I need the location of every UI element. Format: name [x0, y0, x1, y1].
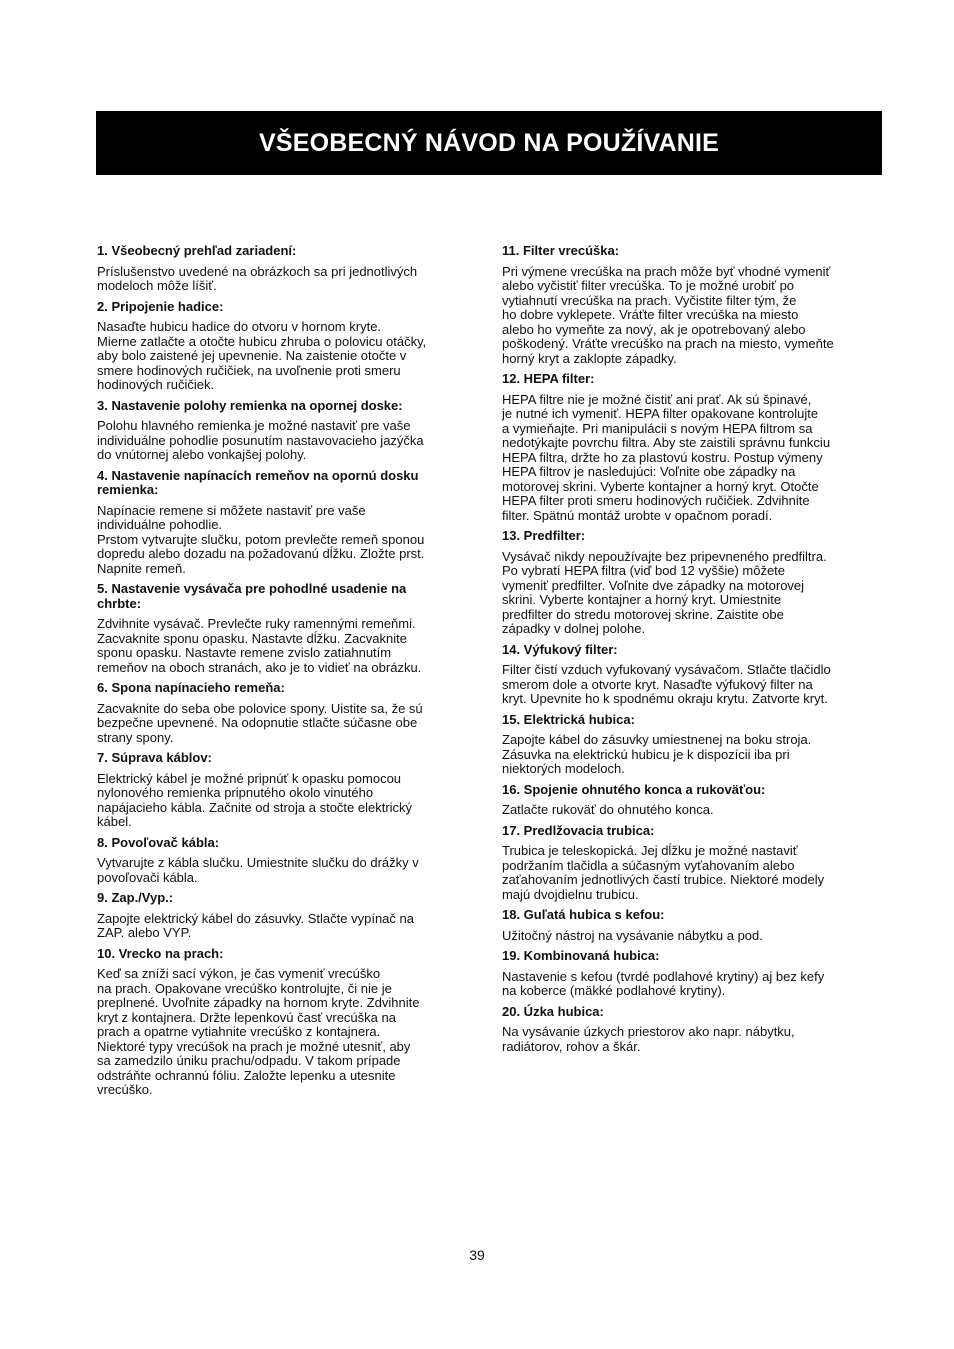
section-heading: 3. Nastavenie polohy remienka na opornej doske: — [97, 397, 403, 413]
section-heading: 2. Pripojenie hadice: — [97, 298, 224, 314]
section-power-nozzle — [502, 713, 886, 777]
section-bag-filter — [502, 244, 886, 366]
section-heading: 7. Súprava káblov: — [97, 750, 212, 765]
section-text: Pri výmene vrecúška na prach môže byť vhodné vymeniť alebo vyčistiť filter vrecúška. To je možné urobiť po vytiahnutí vrecúška na prach. Vyčistite filter tým, že ho dobre vyklepete. Vráťte filter vrecúška na miesto alebo ho vymeňte za nový, ak je opotrebovaný alebo poškodený. Vráťte vrecúško na prach na miesto, vymeňte horný kryt a zaklopte západky. — [502, 263, 834, 366]
section-text: Polohu hlavného remienka je možné nastaviť pre vaše individuálne pohodlie posunutím nastavovacieho jazýčka do vnútornej alebo vonkajšej polohy. — [97, 418, 424, 462]
section-heading: 14. Výfukový filter: — [502, 641, 618, 657]
section-heading: 12. HEPA filter: — [502, 371, 595, 386]
section-strap-position — [97, 399, 481, 463]
page-title-bar — [96, 111, 882, 175]
page-number: 39 — [469, 1247, 485, 1263]
section-exhaust-filter — [502, 643, 886, 707]
section-heading: 5. Nastavenie vysávača pre pohodlné usadenie na chrbte: — [97, 581, 407, 611]
section-heading: 15. Elektrická hubica: — [502, 711, 635, 727]
section-text: Zacvaknite do seba obe polovice spony. Uistite sa, že sú bezpečne upevnené. Na odopnutie stlačte súčasne obe strany spony. — [97, 700, 423, 745]
section-text: Príslušenstvo uvedené na obrázkoch sa pri jednotlivých modeloch môže líšiť. — [97, 263, 418, 293]
section-text: Nasaďte hubicu hadice do otvoru v hornom kryte. Mierne zatlačte a otočte hubicu zhruba o polovicu otáčky, aby bolo zaistené jej upevnenie. Na zaistenie otočte v smere hodinových ručičiek, na uvoľnenie proti smeru hodinových ručičiek. — [97, 319, 427, 392]
section-text: Filter čistí vzduch vyfukovaný vysávačom. Stlačte tlačidlo smerom dole a otvorte kryt. Nasaďte výfukový filter na kryt. Upevnite ho k spodnému okraju krytu. Zatvorte kryt. — [502, 662, 831, 706]
right-column — [502, 244, 886, 1060]
section-round-brush — [502, 908, 886, 943]
section-cable-kit — [97, 751, 481, 830]
section-strap-buckle — [97, 681, 481, 745]
section-text: Elektrický kábel je možné pripnúť k opasku pomocou nylonového remienka pripnutého okolo vinutého napájacieho kábla. Začnite od stroja a stočte elektrický kábel. — [97, 770, 413, 829]
section-heading: 6. Spona napínacieho remeňa: — [97, 680, 285, 695]
section-extension-tube — [502, 824, 886, 903]
section-hose-connection — [97, 300, 481, 393]
section-crevice-nozzle — [502, 1005, 886, 1055]
section-text: Zapojte elektrický kábel do zásuvky. Stlačte vypínač na ZAP. alebo VYP. — [97, 910, 414, 940]
section-heading: 4. Nastavenie napínacích remeňov na opornú dosku remienka: — [97, 467, 419, 497]
section-bent-end-handle — [502, 783, 886, 818]
section-text: Užitočný nástroj na vysávanie nábytku a pod. — [502, 927, 763, 943]
section-text: Keď sa zníži sací výkon, je čas vymeniť vrecúško na prach. Opakovane vrecúško kontrolujte, či nie je preplnené. Uvoľnite západky na hornom kryte. Zdvihnite kryt z kontajnera. Držte lepenkovú časť vrecúška na prach a opatrne vytiahnite vrecúško z kontajnera. Niektoré typy vrecúšok na prach je možné utesniť, aby sa zamedzilo úniku prachu/odpadu. V takom prípade odstráňte ochrannú fóliu. Založte lepenku a utesnite vrecúško. — [97, 966, 420, 1097]
section-text: Zapojte kábel do zásuvky umiestnenej na boku stroja. Zásuvka na elektrickú hubicu je k dispozícii iba pri niektorých modeloch. — [502, 732, 812, 776]
section-heading: 16. Spojenie ohnutého konca a rukoväťou: — [502, 781, 766, 797]
section-heading: 20. Úzka hubica: — [502, 1003, 604, 1019]
section-text: HEPA filtre nie je možné čistiť ani prať. Ak sú špinavé, je nutné ich vymeniť. HEPA filter opakovane kontrolujte a vymieňajte. Pri manipulácii s novým HEPA filtrom sa nedotýkajte povrchu filtra. Aby ste zaistili správnu funkciu HEPA filtra, držte ho za plastovú kostru. Postup výmeny HEPA filtrov je nasledujúci: Voľnite obe západky na motorovej skrini. Vyberte kontajner a horný kryt. Otočte HEPA filter proti smeru hodinových ručičiek. Zdvihnite filter. Spätnú montáž urobte v opačnom poradí. — [502, 391, 831, 523]
section-text: Zdvihnite vysávač. Prevlečte ruky ramennými remeňmi. Zacvaknite sponu opasku. Nastavte dĺžku. Zacvaknite sponu opasku. Nastavte remene zvislo zatiahnutím remeňov na oboch stranách, ako je to vidieť na obrázku. — [97, 616, 422, 675]
section-text: Vysávač nikdy nepoužívajte bez pripevneného predfiltra. Po vybratí HEPA filtra (viď bod 12 vyššie) môžete vymeniť predfilter. Voľnite dve západky na motorovej skrini. Vyberte kontajner a horný kryt. Umiestnite predfilter do stredu motorovej skrine. Zaistite obe západky v dolnej polohe. — [502, 548, 827, 636]
section-combination-nozzle — [502, 949, 886, 999]
section-text: Trubica je teleskopická. Jej dĺžku je možné nastaviť podržaním tlačidla a súčasným vyťahovaním alebo zaťahovaním jednotlivých častí trubice. Niektoré modely majú dvojdielnu trubicu. — [502, 843, 825, 902]
section-on-off — [97, 891, 481, 941]
section-back-fit — [97, 582, 481, 675]
left-column — [97, 244, 481, 1104]
section-heading: 11. Filter vrecúška: — [502, 243, 620, 258]
section-heading: 10. Vrecko na prach: — [97, 945, 224, 961]
section-heading: 8. Povoľovač kábla: — [97, 834, 220, 850]
section-text: Napínacie remene si môžete nastaviť pre vaše individuálne pohodlie. Prstom vytvarujte slučku, potom prevlečte remeň sponou dopredu alebo dozadu na požadovanú dĺžku. Zložte prst. Napnite remeň. — [97, 502, 425, 576]
page-title: VŠEOBECNÝ NÁVOD NA POUŽÍVANIE — [258, 128, 720, 157]
section-heading: 1. Všeobecný prehľad zariadení: — [97, 243, 297, 258]
section-hepa-filter — [502, 372, 886, 523]
section-text: Vytvarujte z kábla slučku. Umiestnite slučku do drážky v povoľovači kábla. — [97, 855, 419, 885]
section-text: Na vysávanie úzkych priestorov ako napr. nábytku, radiátorov, rohov a škár. — [502, 1024, 795, 1054]
section-text: Nastavenie s kefou (tvrdé podlahové krytiny) aj bez kefy na koberce (mäkké podlahové krytiny). — [502, 968, 825, 998]
section-tension-straps — [97, 469, 481, 577]
section-cable-release — [97, 836, 481, 886]
section-general-overview — [97, 244, 481, 294]
section-heading: 19. Kombinovaná hubica: — [502, 948, 660, 963]
section-dust-bag — [97, 947, 481, 1098]
section-heading: 13. Predfilter: — [502, 528, 586, 543]
section-heading: 17. Predlžovacia trubica: — [502, 822, 655, 838]
section-heading: 18. Guľatá hubica s kefou: — [502, 907, 665, 922]
section-text: Zatlačte rukoväť do ohnutého konca. — [502, 802, 714, 817]
section-heading: 9. Zap./Vyp.: — [97, 890, 174, 905]
section-prefilter — [502, 529, 886, 637]
